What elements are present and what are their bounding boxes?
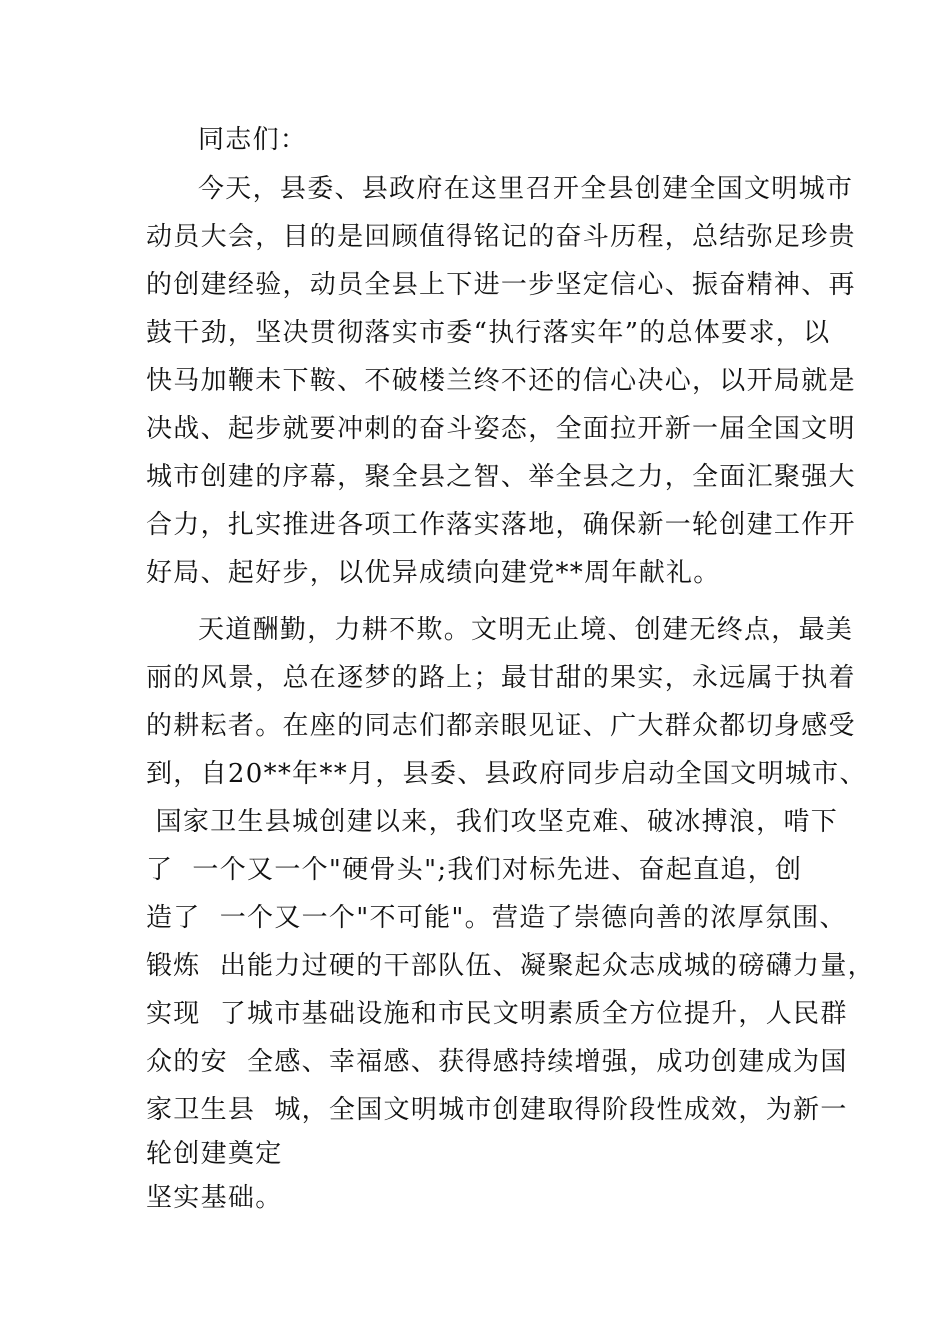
paragraph-2-line: 到，自20**年**月，县委、县政府同步启动全国文明城市、 (146, 759, 867, 789)
salutation: 同志们： (198, 125, 308, 155)
paragraph-2-line: 造了 一个又一个"不可能"。营造了崇德向善的浓厚氛围、 (146, 903, 847, 933)
paragraph-2-line: 锻炼 出能力过硬的干部队伍、凝聚起众志成城的磅礴力量， (146, 951, 875, 981)
paragraph-1-line: 鼓干劲，坚决贯彻落实市委“执行落实年”的总体要求，以 (146, 318, 831, 348)
paragraph-1-line: 决战、起步就要冲刺的奋斗姿态，全面拉开新一届全国文明 (146, 414, 856, 444)
paragraph-2-line: 国家卫生县城创建以来，我们攻坚克难、破冰搏浪，啃下 (146, 807, 839, 837)
paragraph-1-line: 快马加鞭未下鞍、不破楼兰终不还的信心决心，以开局就是 (146, 366, 856, 396)
paragraph-2-line: 丽的风景，总在逐梦的路上；最甘甜的果实，永远属于执着 (146, 663, 856, 693)
paragraph-1-line: 合力，扎实推进各项工作落实落地，确保新一轮创建工作开 (146, 510, 856, 540)
paragraph-1-line: 动员大会，目的是回顾值得铭记的奋斗历程，总结弥足珍贵 (146, 222, 856, 252)
paragraph-2-line: 实现 了城市基础设施和市民文明素质全方位提升，人民群 (146, 999, 848, 1029)
paragraph-2-line: 众的安 全感、幸福感、获得感持续增强，成功创建成为国 (146, 1047, 848, 1077)
paragraph-2-line: 家卫生县 城，全国文明城市创建取得阶段性成效，为新一 (146, 1095, 848, 1125)
paragraph-1-line: 今天，县委、县政府在这里召开全县创建全国文明城市 (198, 174, 854, 204)
paragraph-1-line: 好局、起好步，以优异成绩向建党**周年献礼。 (146, 558, 721, 588)
paragraph-1-line: 的创建经验，动员全县上下进一步坚定信心、振奋精神、再 (146, 270, 856, 300)
paragraph-2-line: 天道酬勤，力耕不欺。文明无止境、创建无终点，最美 (198, 615, 854, 645)
paragraph-2-line: 轮创建奠定 (146, 1139, 283, 1169)
paragraph-1-line: 城市创建的序幕，聚全县之智、举全县之力，全面汇聚强大 (146, 462, 856, 492)
paragraph-2-line: 的耕耘者。在座的同志们都亲眼见证、广大群众都切身感受 (146, 711, 856, 741)
paragraph-2-line: 了 一个又一个"硬骨头";我们对标先进、奋起直追，创 (146, 855, 803, 885)
paragraph-2-line: 坚实基础。 (146, 1183, 283, 1213)
